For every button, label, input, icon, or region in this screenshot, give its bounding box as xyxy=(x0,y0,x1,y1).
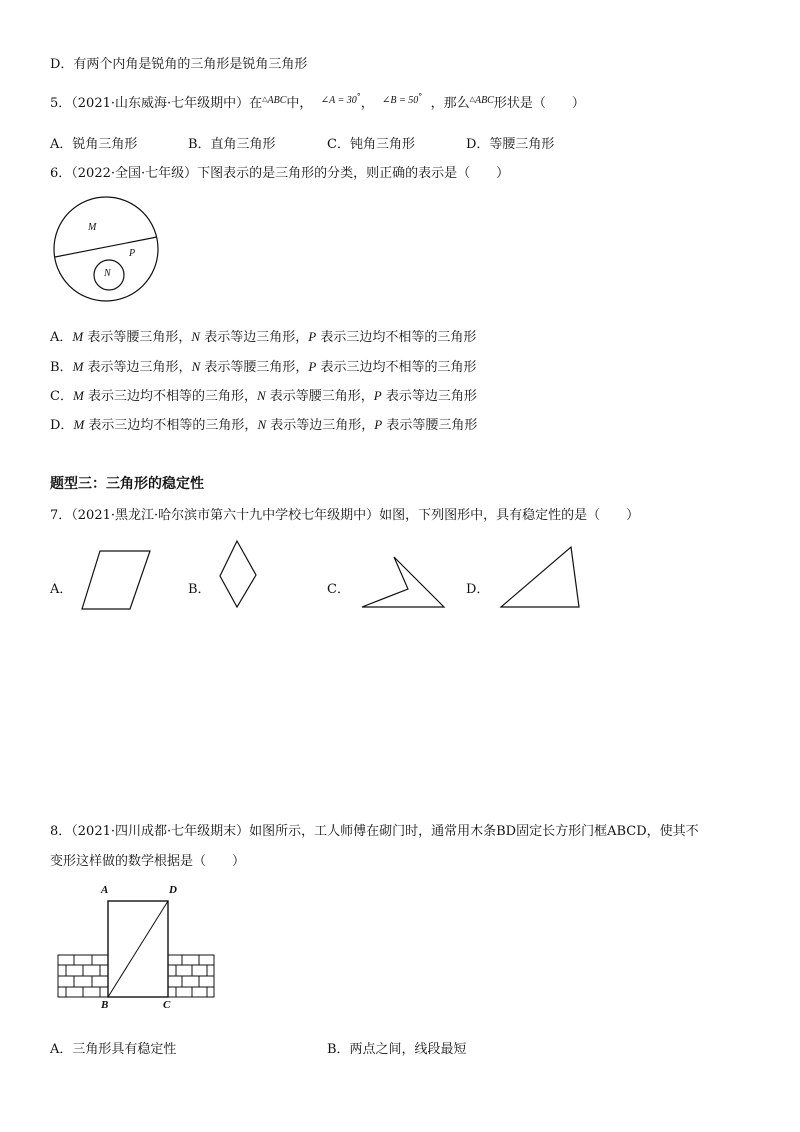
label-c: C xyxy=(163,999,171,1011)
outer-circle xyxy=(54,197,158,301)
q6-classification-figure xyxy=(50,193,162,305)
label-b: B xyxy=(101,999,109,1011)
q8-stem-line1: 8．（2021·四川成都·七年级期末）如图所示，工人师傅在砌门时，通常用木条BD固定长方形门框ABCD，使其不 xyxy=(50,824,699,839)
q6-option-d: D．M 表示三边均不相等的三角形，N 表示等边三角形，P 表示等腰三角形 xyxy=(50,417,478,433)
rhombus-shape xyxy=(218,539,260,609)
q8-option-b: B．两点之间，线段最短 xyxy=(327,1042,467,1057)
left-brick-wall xyxy=(58,955,108,997)
label-a: A xyxy=(101,884,109,896)
right-brick-wall xyxy=(168,955,214,997)
triangle-symbol: △ xyxy=(469,95,475,103)
triangle-shape xyxy=(499,545,581,611)
q5-mid: 中， xyxy=(286,96,313,111)
q5-option-b: B．直角三角形 xyxy=(188,137,276,152)
q5-number: 5． xyxy=(50,96,72,111)
degree-symbol: ° xyxy=(356,92,361,101)
q6-option-c: C．M 表示三边均不相等的三角形，N 表示等腰三角形，P 表示等边三角形 xyxy=(50,388,477,404)
label-m: M xyxy=(88,222,97,233)
parallelogram-shape xyxy=(80,549,152,611)
label-p: P xyxy=(129,248,136,259)
q5-tail: 形状是（ ） xyxy=(493,96,585,111)
dividing-line xyxy=(55,237,157,257)
q5-then: ，那么 xyxy=(430,96,470,111)
q7-stem: 7．（2021·黑龙江·哈尔滨市第六十九中学校七年级期中）如图，下列图形中，具有稳定性的是（ ） xyxy=(50,508,640,523)
q6-stem: 6．（2022·全国·七年级）下图表示的是三角形的分类，则正确的表示是（ ） xyxy=(50,166,510,181)
q5-option-c: C．钝角三角形 xyxy=(327,137,415,152)
section-heading: 题型三：三角形的稳定性 xyxy=(50,476,204,492)
q5-triangle-name: ABC xyxy=(474,95,494,106)
q8-stem-line2: 变形这样做的数学根据是（ ） xyxy=(50,854,246,869)
q5-source: （2021·山东威海·七年级期中）在 xyxy=(71,96,263,111)
q8-option-a: A．三角形具有稳定性 xyxy=(50,1042,177,1057)
q5-option-d: D．等腰三角形 xyxy=(466,137,555,152)
q6-option-b: B．M 表示等边三角形，N 表示等腰三角形，P 表示三边均不相等的三角形 xyxy=(50,359,477,375)
q6-option-a: A．M 表示等腰三角形，N 表示等边三角形，P 表示三边均不相等的三角形 xyxy=(50,329,477,345)
q7-option-d-label: D． xyxy=(466,582,490,597)
degree-symbol: ° xyxy=(418,92,423,101)
triangle-symbol: △ xyxy=(262,95,268,103)
q5-angle-b: ∠B = 50 xyxy=(382,95,419,106)
label-n: N xyxy=(104,268,111,279)
q5-option-a: A．锐角三角形 xyxy=(50,137,138,152)
q5-angle-a: ∠A = 30 xyxy=(320,95,357,106)
q7-option-c-label: C． xyxy=(327,582,350,597)
q7-option-a-label: A． xyxy=(50,582,73,597)
q4-option-d: D．有两个内角是锐角的三角形是锐角三角形 xyxy=(50,57,308,72)
q5-comma: ， xyxy=(360,96,374,111)
q7-option-b-label: B． xyxy=(188,582,211,597)
label-d: D xyxy=(169,884,177,896)
concave-quadrilateral-shape xyxy=(360,555,448,611)
door-frame-figure xyxy=(56,898,216,1002)
q5-triangle-name: ABC xyxy=(267,95,287,106)
q5-stem xyxy=(50,92,585,111)
